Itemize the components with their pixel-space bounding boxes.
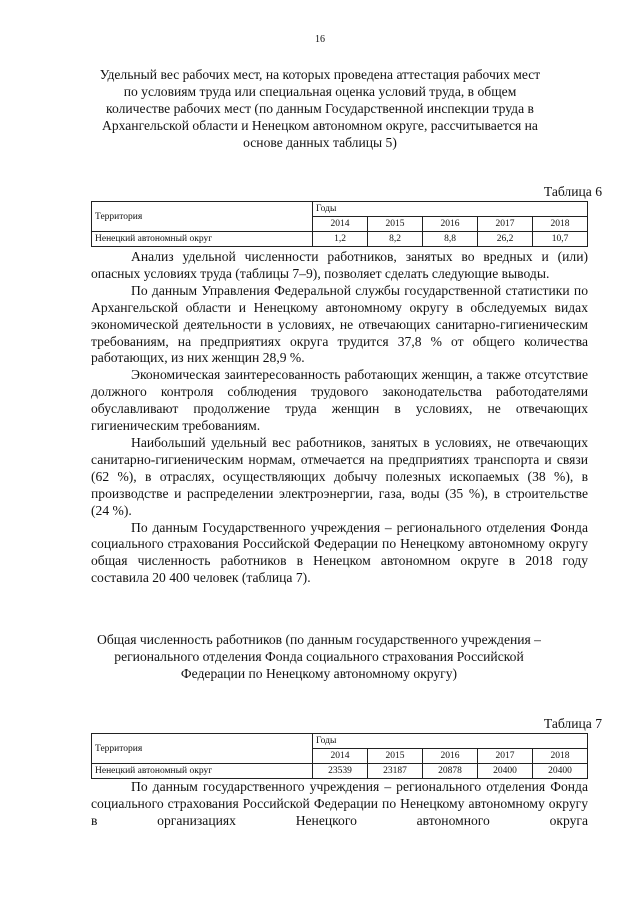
table7-year: 2017 [478, 749, 533, 764]
table7-header-years: Годы [313, 734, 588, 749]
paragraph: Наибольший удельный вес работников, занятых в условиях, не отвечающих санитарно-гигиеническим нормам, отмечается на предприятиях транспорта и связи (62 %), в отраслях, осуществляющих добычу полезных ископаемых (38 %), в производстве и распределении электроэнергии, газа, воды (35 %), в строительстве (24 %). [91, 434, 588, 518]
table7-value: 20400 [478, 764, 533, 779]
table6-label: Таблица 6 [543, 184, 602, 199]
table-row [92, 764, 588, 779]
table6-value: 1,2 [313, 232, 368, 247]
table6-header-territory: Территория [92, 202, 313, 232]
heading-table6: Удельный вес рабочих мест, на которых проведена аттестация рабочих мест по условиям труда или специальная оценка условий труда, в общем количестве рабочих мест (по данным Государственной инспекции труда в Архангельской области и Ненецком автономном округе, рассчитывается на основе данных таблицы 5) [99, 67, 541, 150]
table7-row-name: Ненецкий автономный округ [92, 764, 313, 779]
paragraph: Экономическая заинтересованность работающих женщин, а также отсутствие должного контроля соблюдения трудового законодательства работодателями обуславливают продолжение труда женщин в условиях, не отвечающих гигиеническим требованиям. [91, 367, 588, 434]
table6-year: 2014 [313, 217, 368, 232]
table6-value: 8,2 [368, 232, 423, 247]
table6-value: 10,7 [533, 232, 588, 247]
heading-table7: Общая численность работников (по данным государственного учреждения – регионального отделения Фонда социального страхования Российской Федерации по Ненецкому автономному округу) [97, 632, 541, 681]
table7-value: 23187 [368, 764, 423, 779]
table6-year: 2017 [478, 217, 533, 232]
table7-value: 20400 [533, 764, 588, 779]
body-paragraphs [91, 249, 588, 587]
table6-year: 2015 [368, 217, 423, 232]
table6-year: 2018 [533, 217, 588, 232]
table7 [91, 733, 588, 779]
table6-year: 2016 [423, 217, 478, 232]
table7-year: 2016 [423, 749, 478, 764]
paragraph: По данным Управления Федеральной службы государственной статистики по Архангельской области и Ненецкому автономному округу в обследуемых видах экономической деятельности в условиях, не отвечающих санитарно-гигиеническим требованиям, на предприятиях округа трудится 37,8 % от общего количества работающих, из них женщин 28,9 %. [91, 282, 588, 366]
table7-year: 2015 [368, 749, 423, 764]
page-number: 16 [315, 34, 325, 45]
table6-value: 26,2 [478, 232, 533, 247]
table-row [92, 232, 588, 247]
table7-header-territory: Территория [92, 734, 313, 764]
table6-header-years: Годы [313, 202, 588, 217]
final-paragraph-block [91, 779, 588, 830]
table6-value: 8,8 [423, 232, 478, 247]
paragraph: По данным государственного учреждения – регионального отделения Фонда социального страхования Российской Федерации по Ненецкому автономному округу в организациях Ненецкого автономного округа [91, 779, 588, 828]
table7-value: 23539 [313, 764, 368, 779]
table6-row-name: Ненецкий автономный округ [92, 232, 313, 247]
table7-label: Таблица 7 [543, 716, 602, 731]
table7-value: 20878 [423, 764, 478, 779]
table6 [91, 201, 588, 247]
paragraph: По данным Государственного учреждения – регионального отделения Фонда социального страхования Российской Федерации по Ненецкому автономному округу общая численность работников в Ненецком автономном округе в 2018 году составила 20 400 человек (таблица 7). [91, 519, 588, 586]
table7-year: 2018 [533, 749, 588, 764]
table7-year: 2014 [313, 749, 368, 764]
paragraph: Анализ удельной численности работников, занятых во вредных и (или) опасных условиях труда (таблицы 7–9), позволяет сделать следующие выводы. [91, 249, 588, 281]
